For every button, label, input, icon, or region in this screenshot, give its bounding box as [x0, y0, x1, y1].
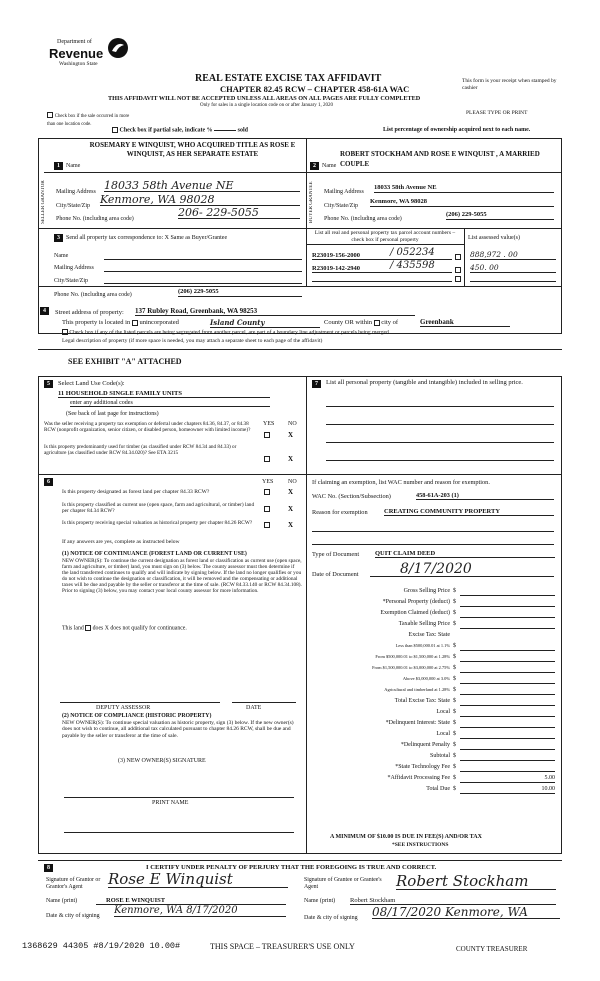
assessed-value[interactable]: 888,972 . 00 — [470, 250, 556, 260]
notice-compliance-text: NEW OWNER(S): To continue special valuation as historic property, sign (3) below. If the new owner(s) does not wish to continue, all additional tax calculated pursuant to chapter 84.26 RCW, shall be due and payable by the seller or transferor at the time of sale. — [62, 720, 294, 739]
s6-yes-header: YES — [262, 479, 274, 485]
tax-label: Excise Tax: State — [408, 632, 450, 638]
section-7-badge: 7 — [312, 380, 321, 388]
county-value: Island County — [210, 318, 265, 327]
minimum-note: A MINIMUM OF $10.00 IS DUE IN FEE(S) AND/OR TAX — [330, 834, 482, 840]
assessed-header: List assessed value(s) — [468, 235, 520, 241]
tax-value[interactable] — [460, 654, 555, 662]
claim-exemption-label: If claiming an exemption, list WAC number and reason for exemption. — [312, 479, 490, 486]
list-percentage-note: List percentage of ownership acquired next to each name. — [383, 127, 531, 133]
corr-name-field[interactable] — [104, 252, 302, 260]
current-use-question: Is this property classified as current use (open space, farm and agricultural, or timber) land per chapter 84.34 RCW? — [62, 502, 255, 515]
doc-date-label: Date of Document — [312, 571, 359, 578]
section-3-badge: 3 — [54, 234, 63, 242]
county-or-label: County OR within — [324, 319, 373, 326]
segregated-row — [62, 329, 389, 335]
revenue-label: Revenue — [49, 46, 104, 61]
tax-row: *Delinquent Penalty $ — [310, 742, 555, 752]
tax-row: *Delinquent Interest: State $ — [310, 720, 555, 730]
tax-row: Gross Selling Price $ — [310, 588, 555, 598]
correspondence-label: Send all property tax correspondence to: X Same as Buyer/Grantee — [66, 235, 228, 241]
grantee-signature[interactable]: Robert Stockham — [396, 872, 556, 890]
tax-label: From $1,500,000.01 to $3,000,000 at 2.75% — [372, 665, 450, 670]
q1-yes-checkbox[interactable] — [264, 432, 270, 438]
grantor-print-name[interactable]: ROSE E WINQUIST — [96, 897, 286, 905]
q2-yes-checkbox[interactable] — [264, 456, 270, 462]
multi-location-checkbox[interactable] — [47, 112, 53, 118]
parcel-row — [312, 262, 556, 274]
s6-q1-yes-checkbox[interactable] — [264, 489, 270, 495]
tax-label: *Delinquent Interest: State — [385, 720, 450, 726]
treasurer-space-label: THIS SPACE – TREASURER'S USE ONLY — [210, 942, 355, 951]
county-treasurer-label: COUNTY TREASURER — [456, 945, 528, 953]
print-name-line[interactable] — [64, 825, 294, 833]
dor-logo-icon — [107, 37, 129, 59]
new-owner-signature-label: (3) NEW OWNER(S) SIGNATURE — [118, 758, 206, 764]
yes-header: YES — [263, 421, 275, 427]
grantee-sig-label: Signature of Grantee or Grantee's Agent — [304, 877, 382, 890]
tax-label: Total Excise Tax: State — [394, 698, 450, 704]
dor-logo — [45, 37, 135, 69]
segregated-label: Check box if any of the listed parcels are being segregated from another parcel, are part of a boundary line adjustment or parcels being merged — [69, 329, 389, 336]
buyer-mailing-label: Mailing Address — [324, 189, 364, 195]
grantor-date-label: Date & city of signing — [46, 913, 100, 919]
buyer-mailing-address[interactable]: 18033 58th Avenue NE — [374, 184, 554, 193]
tax-value[interactable]: 10.00 — [460, 786, 555, 794]
seller-city-state-zip[interactable]: Kenmore, WA 98028 — [100, 194, 300, 206]
q2-no-mark[interactable]: X — [288, 455, 294, 463]
grantee-name-label: Name (print) — [304, 898, 336, 904]
parcel-written-number: / 435598 — [390, 260, 435, 271]
tax-row: Less than $500,000.01 at 1.1% $ — [310, 643, 555, 653]
tax-value[interactable] — [460, 742, 555, 750]
exemption-question: Was the seller receiving a property tax exemption or deferral under chapters 84.36, 84.37, or 84.38 RCW (nonprofit organization, senior citizen, or disabled person, homeowner with limited income)? — [44, 421, 251, 434]
warning-text: THIS AFFIDAVIT WILL NOT BE ACCEPTED UNLESS ALL AREAS ON ALL PAGES ARE FULLY COMPLETED — [108, 95, 421, 102]
this-land-row — [62, 625, 187, 631]
parcel-written-number: / 052234 — [390, 247, 435, 258]
tax-label: Gross Selling Price — [403, 588, 450, 594]
additional-codes-text: enter any additional codes — [70, 400, 133, 406]
personal-property-field[interactable] — [326, 398, 554, 407]
tax-value[interactable] — [460, 698, 555, 706]
corr-city-label: City/State/Zip — [54, 278, 88, 284]
wac-number[interactable]: 458-61A-203 (1) — [416, 492, 554, 500]
grantee-print-name[interactable]: Robert Stockham — [350, 897, 556, 905]
grantee-date-city[interactable]: 08/17/2020 Kenmore, WA — [372, 905, 560, 919]
city-of-checkbox[interactable] — [374, 320, 380, 326]
corr-city-field[interactable] — [104, 276, 302, 284]
tax-value[interactable] — [460, 588, 555, 596]
section-2-badge: 2 — [310, 162, 319, 170]
assessor-date-label: DATE — [246, 705, 262, 711]
land-use-label: Select Land Use Code(s): — [58, 380, 125, 387]
buyer-phone-label: Phone No. (including area code) — [324, 216, 402, 222]
parcel-header: List all real and personal property tax parcel account numbers – check box if personal property — [314, 230, 456, 243]
this-land-label: This land — [62, 625, 84, 632]
tax-value[interactable] — [460, 709, 555, 717]
partial-sale-checkbox[interactable] — [112, 127, 118, 133]
legal-description-label: Legal description of property (if more space is needed, you may attach a separate sheet to each page of the affidavit) — [62, 338, 323, 344]
parcel-number[interactable]: R23019-156-2000 — [312, 252, 452, 260]
tax-value[interactable]: 5.00 — [460, 775, 555, 783]
county-name[interactable] — [210, 318, 320, 328]
tax-row: Total Due $ 10.00 — [426, 786, 555, 792]
wac-label: WAC No. (Section/Subsection) — [312, 493, 391, 500]
unincorporated-label: unincorporated — [139, 319, 179, 326]
section-5-badge: 5 — [44, 380, 53, 388]
property-city[interactable]: Greenbank — [420, 318, 510, 327]
section-6-badge: 6 — [44, 478, 53, 486]
s6-q2-yes-checkbox[interactable] — [264, 506, 270, 512]
tax-label: Taxable Selling Price — [398, 621, 450, 627]
seller-city-label: City/State/Zip — [56, 203, 90, 209]
tax-row: *Personal Property (deduct) $ — [310, 599, 555, 609]
located-row — [62, 319, 179, 326]
buyer-city-label: City/State/Zip — [324, 203, 358, 209]
tax-row: Local $ — [310, 709, 555, 719]
seller-phone-label: Phone No. (including area code) — [56, 216, 134, 222]
grantor-signature[interactable]: Rose E Winquist — [108, 870, 288, 888]
tax-value[interactable] — [460, 643, 555, 651]
tax-value[interactable] — [460, 753, 555, 761]
seller-mailing-address[interactable]: 18033 58th Avenue NE — [104, 180, 300, 192]
section-8-badge: 8 — [44, 864, 53, 872]
doc-date[interactable]: 8/17/2020 — [370, 562, 554, 577]
tax-label: Subtotal — [429, 753, 450, 759]
doc-type-label: Type of Document — [312, 551, 360, 558]
multi-location-checkbox-row — [47, 111, 137, 127]
tax-row: Exemption Claimed (deduct) $ — [310, 610, 555, 620]
buyer-grantee-side-label: BUYER GRANTEE — [309, 181, 314, 223]
street-label: Street address of property: — [55, 309, 124, 316]
no-header: NO — [288, 421, 297, 427]
street-address[interactable]: 137 Rubley Road, Greenbank, WA 98253 — [135, 307, 415, 316]
print-name-label: PRINT NAME — [152, 800, 189, 806]
corr-mailing-label: Mailing Address — [54, 265, 94, 271]
does-qualify-checkbox[interactable] — [85, 625, 91, 631]
exhibit-text[interactable]: SEE EXHIBIT "A" ATTACHED — [68, 357, 182, 366]
parcel-number[interactable]: R23019-142-2940 — [312, 265, 452, 273]
multi-location-label: Check box if the sale occurred in more than one location code. — [47, 114, 130, 127]
unincorporated-checkbox[interactable] — [132, 320, 138, 326]
historic-question: Is this property receiving special valuation as historical property per chapter 84.26 RCW? — [62, 520, 253, 526]
tax-value[interactable] — [460, 599, 555, 607]
certify-statement: I CERTIFY UNDER PENALTY OF PERJURY THAT THE FOREGOING IS TRUE AND CORRECT. — [146, 864, 437, 871]
receipt-note: This form is your receipt when stamped by cashier — [462, 78, 557, 91]
tax-value[interactable] — [460, 610, 555, 618]
sections-5-7-box — [38, 349, 562, 350]
s6-q3-no-mark[interactable]: X — [288, 521, 294, 529]
reason-label: Reason for exemption — [312, 509, 368, 516]
tax-value[interactable] — [460, 764, 555, 772]
parcel-personal-checkbox[interactable] — [455, 254, 461, 260]
seller-name-label: Name — [66, 163, 81, 169]
partial-sale-label: Check box if partial sale, indicate % — [119, 127, 213, 134]
tax-row: Taxable Selling Price $ — [310, 621, 555, 631]
corr-phone-label: Phone No. (including area code) — [54, 292, 132, 298]
tax-label: Local — [436, 731, 450, 737]
buyer-city-state-zip[interactable]: Kenmore, WA 98028 — [370, 198, 554, 207]
tax-row: Agricultural and timberland at 1.28% $ — [310, 687, 555, 697]
type-print: PLEASE TYPE OR PRINT — [466, 110, 528, 116]
additional-codes-label[interactable] — [70, 400, 270, 407]
tax-row: Total Excise Tax: State $ — [310, 698, 555, 708]
buyer-phone[interactable]: (206) 229-5055 — [446, 211, 554, 220]
only-for-text: Only for sales in a single location code on or after January 1, 2020 — [200, 103, 334, 108]
tax-row: Local $ — [310, 731, 555, 741]
land-use-code[interactable]: 11 HOUSEHOLD SINGLE FAMILY UNITS — [58, 390, 270, 398]
tax-label: Total Due — [426, 786, 450, 792]
tax-label: Exemption Claimed (deduct) — [380, 610, 450, 616]
tax-label: Local — [436, 709, 450, 715]
tax-value[interactable] — [460, 676, 555, 684]
grantee-date-label: Date & city of signing — [304, 915, 358, 921]
seller-phone[interactable]: 206- 229-5055 — [178, 207, 300, 219]
s6-q3-yes-checkbox[interactable] — [264, 522, 270, 528]
tax-value[interactable] — [460, 665, 555, 673]
grantor-sig-label: Signature of Grantor or Grantor's Agent — [46, 877, 101, 890]
does-not-qualify-label: does X does not qualify for continuance. — [92, 625, 187, 632]
assessor-date-line[interactable] — [232, 695, 296, 703]
grantor-name-label: Name (print) — [46, 898, 78, 904]
treasurer-stamp: 1368629 44305 #8/19/2020 10.00# — [22, 941, 181, 951]
segregated-checkbox[interactable] — [62, 329, 68, 335]
dept-of-label: Department of — [57, 39, 92, 45]
if-any-label: If any answers are yes, complete as instructed below — [62, 539, 180, 545]
exemption-reason[interactable]: CREATING COMMUNITY PROPERTY — [384, 508, 554, 516]
city-of-label: city of — [381, 319, 399, 326]
tax-value[interactable] — [460, 731, 555, 739]
section-4-badge: 4 — [40, 307, 49, 315]
section-1-badge: 1 — [54, 162, 63, 170]
q1-no-mark[interactable]: X — [288, 431, 294, 439]
grantor-date-city[interactable]: Kenmore, WA 8/17/2020 — [114, 905, 286, 917]
county-or-row — [324, 319, 398, 326]
s6-no-header: NO — [288, 479, 297, 485]
tax-row: Subtotal $ — [310, 753, 555, 763]
personal-property-label: List all personal property (tangible and intangible) included in selling price. — [326, 379, 523, 386]
tax-value[interactable] — [460, 621, 555, 629]
corr-mailing-field[interactable] — [104, 264, 302, 272]
seller-name[interactable]: ROSEMARY E WINQUIST, WHO ACQUIRED TITLE AS ROSE E WINQUIST, AS HER SEPARATE ESTATE — [89, 141, 296, 158]
tax-row — [310, 632, 555, 642]
parcel-personal-checkbox[interactable] — [455, 267, 461, 273]
tax-label: Above $3,000,000 at 3.0% — [402, 676, 450, 681]
timber-question: Is this property predominantly used for timber (as classified under RCW 84.34 and 84.33) or agriculture (as classified under RCW 84.34.020)? See ETA 3215 — [44, 444, 237, 457]
corr-name-label: Name — [54, 253, 69, 259]
tax-label: *Personal Property (deduct) — [382, 599, 450, 605]
form-title: REAL ESTATE EXCISE TAX AFFIDAVIT — [195, 73, 382, 84]
buyer-name-label: Name — [322, 163, 337, 169]
notice-continuance-title: (1) NOTICE OF CONTINUANCE (FOREST LAND OR CURRENT USE) — [62, 551, 247, 557]
forest-land-question: Is this property designated as forest land per chapter 84.33 RCW? — [62, 489, 210, 495]
located-in-label: This property is located in — [62, 319, 131, 326]
tax-label: From $500,000.01 to $1,500,000 at 1.28% — [375, 654, 450, 659]
seller-grantor-side-label: SELLER GRANTOR — [41, 180, 46, 224]
tax-label: *Delinquent Penalty — [400, 742, 450, 748]
wa-state-label: Washington State — [59, 61, 98, 67]
tax-row: Above $3,000,000 at 3.0% $ — [310, 676, 555, 686]
buyer-name[interactable]: ROBERT STOCKHAM AND ROSE E WINQUIST , A MARRIED COUPLE — [340, 150, 540, 168]
parcel-personal-checkbox[interactable] — [455, 276, 461, 282]
new-owner-signature-line[interactable] — [64, 790, 294, 798]
partial-sale-row — [112, 127, 248, 133]
seller-mailing-label: Mailing Address — [56, 189, 96, 195]
tax-value[interactable] — [460, 720, 555, 728]
tax-label: Agricultural and timberland at 1.28% — [384, 687, 450, 692]
doc-type[interactable]: QUIT CLAIM DEED — [375, 550, 555, 558]
see-back-label: (See back of last page for instructions) — [66, 411, 159, 417]
tax-row: From $500,000.01 to $1,500,000 at 1.28% $ — [310, 654, 555, 664]
notice-continuance-text: NEW OWNER(S): To continue the current designation as forest land or classification as current use (open space, farm and agriculture, or timber) land, you must sign on (3) below. The county assessor must then determine if the land transferred continues to qualify and will indicate by signing below. If the land no longer qualifies or you do not wish to continue the designation or classification, it will be removed and the compensating or additional taxes will be due and payable by the seller or transferor at the time of sale. (RCW 84.33.140 or RCW 84.34.108). Prior to signing (3) below, you may contact your local county assessor for more information. — [62, 558, 302, 595]
assessed-value[interactable]: 450. 00 — [470, 263, 556, 273]
sold-label: sold — [237, 127, 249, 134]
parcel-row-empty — [312, 274, 556, 284]
deputy-assessor-line[interactable] — [60, 695, 220, 703]
tax-label: Less than $500,000.01 at 1.1% — [395, 643, 450, 648]
deputy-assessor-label: DEPUTY ASSESSOR — [96, 705, 151, 711]
form-subtitle: CHAPTER 82.45 RCW – CHAPTER 458-61A WAC — [220, 84, 410, 94]
corr-phone[interactable]: (206) 229-5055 — [178, 288, 302, 297]
tax-value[interactable] — [460, 687, 555, 695]
tax-row: From $1,500,000.01 to $3,000,000 at 2.75% $ — [310, 665, 555, 675]
s6-q1-no-mark[interactable]: X — [288, 488, 294, 496]
tax-row: *Affidavit Processing Fee $ 5.00 — [387, 775, 555, 781]
tax-label: *Affidavit Processing Fee — [387, 775, 450, 781]
tax-row: *State Technology Fee $ — [310, 764, 555, 774]
s6-q2-no-mark[interactable]: X — [288, 505, 294, 513]
see-instructions: *SEE INSTRUCTIONS — [392, 842, 449, 848]
notice-compliance-title: (2) NOTICE OF COMPLIANCE (HISTORIC PROPERTY) — [62, 713, 212, 719]
tax-label: *State Technology Fee — [395, 764, 450, 770]
